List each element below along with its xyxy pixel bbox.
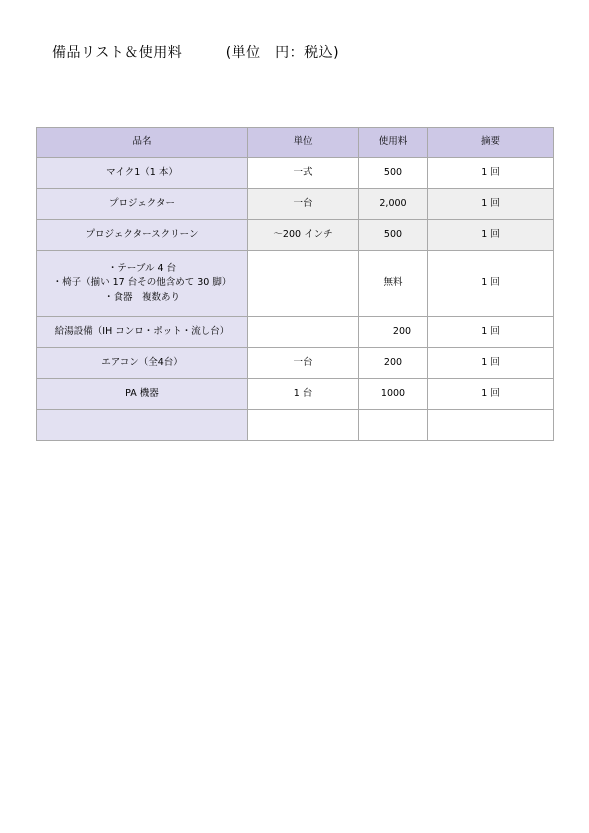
cell-item-name: エアコン（全4台） [37, 348, 248, 379]
cell-note: 1 回 [428, 379, 554, 410]
cell-unit [248, 410, 359, 441]
cell-item-name: PA 機器 [37, 379, 248, 410]
cell-note: 1 回 [428, 220, 554, 251]
cell-fee [359, 410, 428, 441]
cell-unit: 一台 [248, 189, 359, 220]
item-line: ・テーブル 4 台 [107, 263, 177, 275]
cell-unit: 一台 [248, 348, 359, 379]
cell-fee: 500 [359, 158, 428, 189]
cell-fee [359, 317, 428, 348]
cell-note [428, 410, 554, 441]
table-row [37, 158, 554, 189]
cell-fee: 1000 [359, 379, 428, 410]
table-row [37, 189, 554, 220]
cell-note: 1 回 [428, 158, 554, 189]
item-line: ・食器 複数あり [103, 291, 180, 303]
header-note: 摘要 [428, 128, 554, 158]
cell-unit [248, 251, 359, 317]
cell-item-name [37, 410, 248, 441]
cell-unit: 一式 [248, 158, 359, 189]
fee-text: 200 [392, 325, 412, 337]
cell-item-name: プロジェクタースクリーン [37, 220, 248, 251]
cell-fee: 2,000 [359, 189, 428, 220]
cell-unit: 1 台 [248, 379, 359, 410]
cell-unit: ～200 インチ [248, 220, 359, 251]
item-line: ・椅子（揃い 17 台その他含めて 30 脚） [52, 277, 232, 289]
table-row [37, 379, 554, 410]
page-title: 備品リスト＆使用料 (単位 円：税込) [52, 45, 340, 61]
cell-item-name: プロジェクター [37, 189, 248, 220]
table-header-row [37, 128, 554, 158]
cell-unit [248, 317, 359, 348]
cell-item-name [37, 251, 248, 317]
equipment-table [36, 127, 554, 441]
cell-fee: 無料 [359, 251, 428, 317]
cell-note: 1 回 [428, 251, 554, 317]
table-row [37, 251, 554, 317]
table-row [37, 317, 554, 348]
header-fee: 使用料 [359, 128, 428, 158]
header-item-name: 品名 [37, 128, 248, 158]
table-row [37, 410, 554, 441]
cell-note: 1 回 [428, 348, 554, 379]
cell-note: 1 回 [428, 189, 554, 220]
cell-item-name: マイク1（1 本） [37, 158, 248, 189]
table-row [37, 348, 554, 379]
cell-item-name: 給湯設備（IH コンロ・ポット・流し台） [37, 317, 248, 348]
cell-note: 1 回 [428, 317, 554, 348]
cell-fee: 500 [359, 220, 428, 251]
table-row [37, 220, 554, 251]
header-unit: 単位 [248, 128, 359, 158]
cell-fee: 200 [359, 348, 428, 379]
